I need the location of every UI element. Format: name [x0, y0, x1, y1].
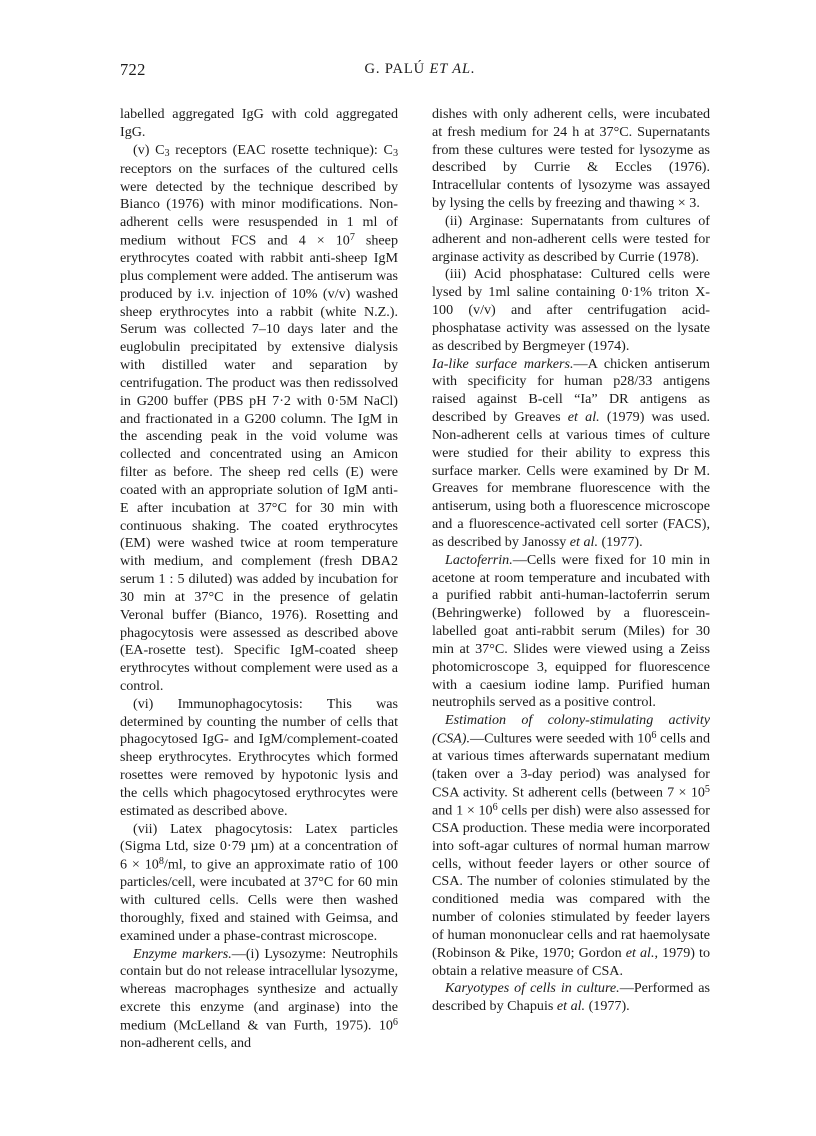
page-number: 722	[120, 60, 146, 79]
left-text-column	[120, 106, 398, 1053]
p-csa: Estimation of colony-stimulating activity (CSA).—Cultures were seeded with $10^6$ cells and at various times afterwards supernatant medium (taken over a 3-day period) was analysed for CSA activity. St adherent cells (between $7 \times 10^5$ and $1 \times 10^6$ cells per dish) were also assessed for CSA production. These media were incorporated into soft-agar cultures of normal human marrow cells, without feeder layers or other source of CSA. The number of colonies stimulated by the conditioned media was compared with the number of colonies stimulated by feeder layers of human mononuclear cells and rat haemolysate (Robinson & Pike, 1970; Gordon et al., 1979) to obtain a relative measure of CSA.	[432, 712, 710, 979]
p-cont-lysozyme: dishes with only adherent cells, were incubated at fresh medium for 24 h at 37°C. Supernatants from these cultures were tested for lysozyme as described by Currie & Eccles (1976). Intracellular contents of lysozyme was assayed by lysing the cells by freezing and thawing × 3.	[432, 106, 710, 212]
p-iii-acid-phosphatase: (iii) Acid phosphatase: Cultured cells were lysed by 1ml saline containing 0·1% triton X-100 (v/v) and after centrifugation acid-phosphatase activity was assessed on the lysate as described by Bergmeyer (1974).	[432, 266, 710, 354]
p-enzyme-markers: Enzyme markers.—(i) Lysozyme: Neutrophils contain but do not release intracellular lysozyme, whereas macrophages synthesize and actually excrete this enzyme (and arginase) into the medium (McLelland & van Furth, 1975). $10^6$ non-adherent cells, and	[120, 945, 398, 1052]
p-lactoferrin: Lactoferrin.—Cells were fixed for 10 min in acetone at room temperature and incubated with a purified rabbit anti-human-lactoferrin serum (Behringwerke) followed by a fluorescein-labelled goat anti-rabbit serum (Miles) for 30 min at 37°C. Slides were viewed using a Zeiss photomicroscope 3, equipped for fluorescence with a caesium iodine lamp. Purified human neutrophils served as a positive control.	[432, 551, 710, 711]
right-text-column	[432, 106, 710, 1016]
page-header	[120, 60, 720, 94]
p-vi-immunophagocytosis: (vi) Immunophagocytosis: This was determined by counting the number of cells that phagocytosed IgG- and IgM/complement-coated sheep erythrocytes. Erythrocytes which formed rosettes were removed by hypotonic lysis and the cells which phagocytosed erythrocytes were estimated as described above.	[120, 695, 398, 819]
p-ia-like-surface-markers: Ia-like surface markers.—A chicken antiserum with specificity for human p28/33 antigens raised against B-cell “Ia” DR antigens as described by Greaves et al. (1979) was used. Non-adherent cells at various times of culture were studied for their ability to express this surface marker. Cells were examined by Dr M. Greaves for membrane fluorescence with the antiserum, using both a fluorescence microscope and a fluorescence-activated cell sorter (FACS), as described by Janossy et al. (1977).	[432, 355, 711, 550]
p-karyotypes: Karyotypes of cells in culture.—Performed as described by Chapuis et al. (1977).	[432, 980, 710, 1015]
p-vii-latex: (vii) Latex phagocytosis: Latex particles (Sigma Ltd, size 0·79 µm) at a concentration of $6 \times 10^8/ml$, to give an approximate ratio of 100 particles/cell, were incubated at 37°C for 60 min with cultured cells. Cells were then washed thoroughly, fixed and stained with Geimsa, and examined under a phase-contrast microscope.	[120, 820, 398, 944]
p-ii-arginase: (ii) Arginase: Supernatants from cultures of adherent and non-adherent cells were tested for arginase activity as described by Currie (1978).	[432, 212, 710, 265]
running-head-authors: G. PALÚ	[364, 61, 430, 77]
running-head-etal: ET AL.	[429, 61, 476, 77]
p-cont-iv: labelled aggregated IgG with cold aggregated IgG.	[120, 106, 398, 140]
running-head	[120, 61, 720, 78]
two-column-body	[120, 106, 720, 1053]
p-v-c3-receptors: (v) $C_3$ receptors (EAC rosette technique): $C_3$ receptors on the surfaces of the cultured cells were detected by the technique described by Bianco (1976) with minor modifications. Non-adherent cells were resuspended in 1 ml of medium without FCS and $4 \times 10^7$ sheep erythrocytes coated with rabbit anti-sheep IgM plus complement were added. The antiserum was produced by i.v. injection of 10% (v/v) washed sheep erythrocytes into a rabbit (white N.Z.). Serum was collected 7–10 days later and the euglobulin precipitated by extensive dialysis with distilled water and separation by centrifugation. The product was then redissolved in G200 buffer (PBS pH 7·2 with 0·5M NaCl) and fractionated in a G200 column. The IgM in the ascending peak in the void volume was collected and concentrated using an Amicon filter as before. The sheep red cells (E) were coated with an appropriate solution of IgM anti-E after incubation at 37°C for 30 min with continuous shaking. The coated erythrocytes (EM) were washed twice at room temperature with medium, and complement (fresh DBA2 serum 1 : 5 diluted) was added by incubation for 30 min at 37°C in the presence of gelatin Veronal buffer (Bianco, 1976). Rosetting and phagocytosis were assessed as described above (EA-rosette test). Specific IgM-coated sheep erythrocytes without complement were used as a control.	[120, 141, 399, 694]
